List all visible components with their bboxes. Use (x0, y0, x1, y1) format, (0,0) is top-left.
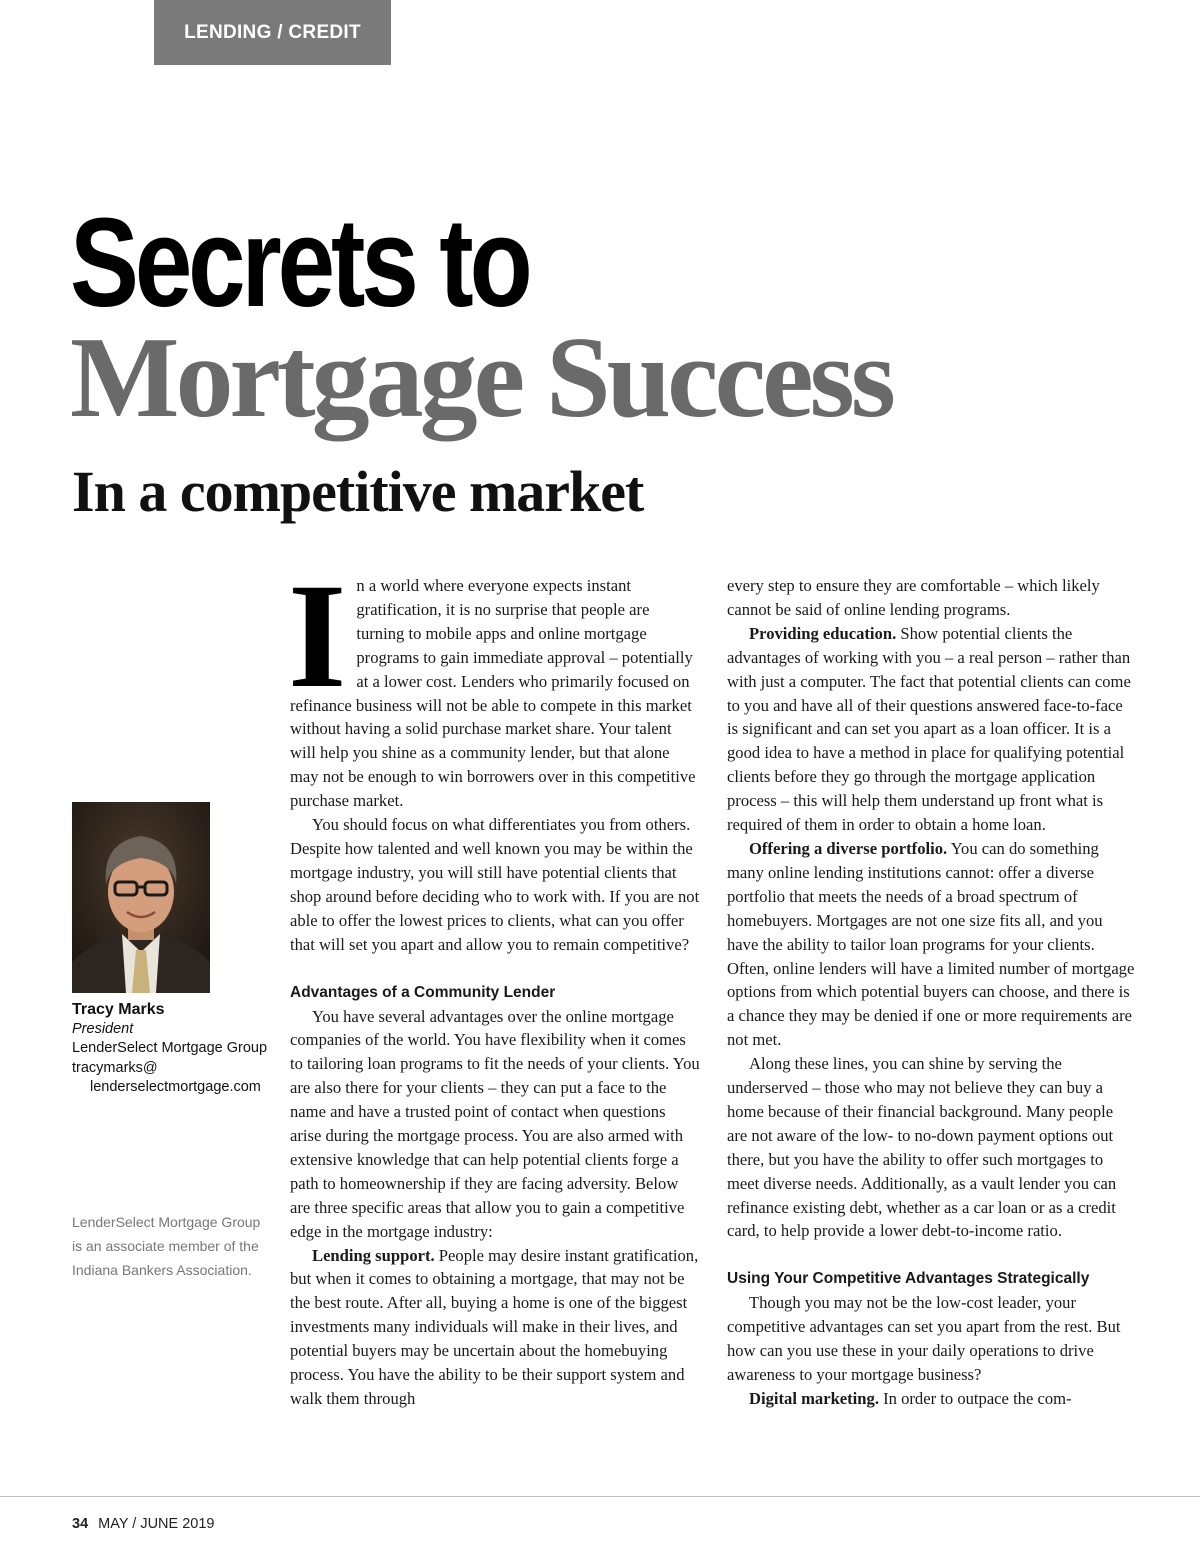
headline-line-1: Secrets to (70, 192, 529, 333)
article-paragraph: You have several advantages over the online mortgage companies of the world. You have flexibility when it comes to tailoring loan programs to fit the needs of your clients. You are also there for your clients – they can put a face to the name and have a trusted point of contact when questions arise during the mortgage process. You are also armed with extensive knowledge that can help potential clients forge a path to homeownership if they are facing adversity. Below are three specific areas that allow you to gain a competitive edge in the mortgage industry: (290, 1006, 700, 1241)
section-heading: Using Your Competitive Advantages Strategically (727, 1270, 1090, 1288)
author-bio (72, 1000, 282, 1098)
article-column-2 (727, 574, 1137, 1411)
article-paragraph: Though you may not be the low-cost leader, your competitive advantages can set you apart from the rest. But how can you use these in your daily operations to drive awareness to your mortgage business? (727, 1293, 1121, 1385)
article-paragraph: Lending support. People may desire instant gratification, but when it comes to obtaining a mortgage, that may not be the best route. After all, buying a home is one of the biggest investments many individuals will make in their lives, and potential buyers may be uncertain about the homebuying process. You have the ability to be their support system and walk them through (290, 1245, 699, 1408)
paragraph-lead: Offering a diverse portfolio. (749, 838, 948, 858)
author-portrait-photo (72, 802, 210, 993)
paragraph-lead: Digital marketing. (749, 1389, 879, 1408)
article-paragraph: every step to ensure they are comfortable – which likely cannot be said of online lending programs. (727, 576, 1100, 619)
issue-date: MAY / JUNE 2019 (98, 1516, 215, 1532)
section-tab: LENDING / CREDIT (154, 0, 391, 65)
article-paragraph: Providing education. Show potential clients the advantages of working with you – a real person – rather than with just a computer. The fact that potential clients can come to you and have all of their questions answered face-to-face is significant and can set you apart as a loan officer. It is a good idea to have a method in place for qualifying potential clients before they go through the mortgage application process – this will help them understand up front what is required of them in order to obtain a home loan. (727, 623, 1131, 835)
footer-divider (0, 1496, 1200, 1497)
author-role: President (72, 1020, 134, 1037)
article-paragraph: Offering a diverse portfolio. You can do something many online lending institutions cannot: offer a diverse portfolio that meets the needs of a broad spectrum of homebuyers. Mortgages are not one size fits all, and you have the ability to tailor loan programs for your clients. Often, online lenders will have a limited number of mortgage options from which potential buyers can choose, and there is a chance they may be denied if one or more requirements are not met. (727, 838, 1135, 1050)
section-heading: Advantages of a Community Lender (290, 983, 556, 1001)
page-footer (72, 1516, 215, 1532)
member-note: LenderSelect Mortgage Group is an associate member of the Indiana Bankers Association. (72, 1214, 261, 1278)
author-email-line-2: lenderselectmortgage.com (90, 1079, 261, 1095)
paragraph-lead: Providing education. (749, 623, 897, 643)
headline-line-2: Mortgage Success (70, 314, 892, 442)
article-paragraph: Along these lines, you can shine by serving the underserved – those who may not believe they can buy a home because of their financial background. Many people are not aware of the low- to no-down payment options out there, but you have the ability to offer such mortgages to meet diverse needs. Additionally, as a vault lender you can refinance existing debt, whether as a car loan or as a credit card, to help provide a lower debt-to-income ratio. (727, 1054, 1117, 1241)
article-column-1 (288, 553, 700, 1411)
subheadline: In a competitive market (72, 459, 644, 524)
article-paragraph: Digital marketing. In order to outpace the com- (749, 1389, 1072, 1408)
author-company: LenderSelect Mortgage Group (72, 1040, 268, 1056)
author-email-line-1: tracymarks@ (72, 1059, 158, 1076)
author-name: Tracy Marks (72, 1001, 165, 1018)
drop-cap: I (288, 553, 347, 719)
page-number: 34 (72, 1516, 89, 1532)
article-paragraph: You should focus on what differentiates you from others. Despite how talented and well known you may be within the mortgage industry, you will still have potential clients that shop around before deciding who to work with. If you are not able to offer the lowest prices to clients, what can you offer that will set you apart and allow you to remain competitive? (290, 815, 700, 954)
article-paragraph: In a world where everyone expects instant gratification, it is no surprise that people are turning to mobile apps and online mortgage programs to gain immediate approval – potentially at a lower cost. Lenders who primarily focused on refinance business will not be able to compete in this market without having a solid purchase market share. Your talent will help you shine as a community lender, but that alone may not be enough to win borrowers over in this competitive purchase market. (288, 553, 696, 811)
paragraph-lead: Lending support. (312, 1245, 435, 1265)
